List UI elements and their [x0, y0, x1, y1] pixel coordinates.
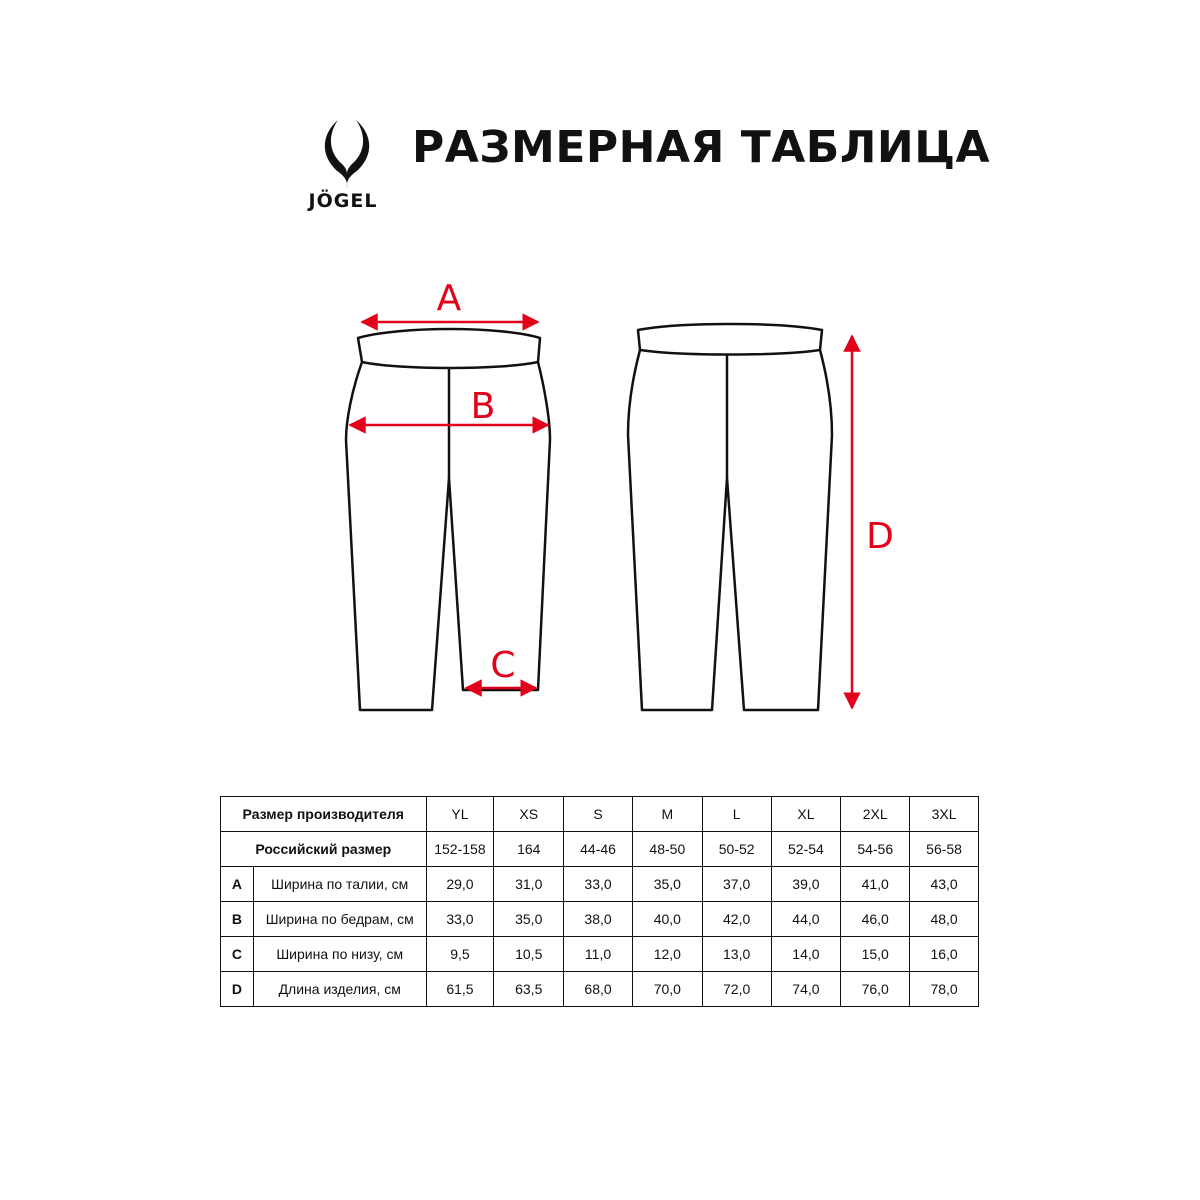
value-cell: 43,0 [910, 867, 979, 902]
row-label: Ширина по талии, см [253, 867, 426, 902]
row-label: Ширина по бедрам, см [253, 902, 426, 937]
value-cell: 10,5 [494, 937, 564, 972]
russian-size-row [221, 832, 979, 867]
row-key: C [221, 937, 254, 972]
value-cell: 33,0 [564, 867, 633, 902]
row-key: B [221, 902, 254, 937]
size-cell: 2XL [841, 797, 910, 832]
measure-c [466, 645, 536, 688]
row-key: A [221, 867, 254, 902]
ru-size-cell: 48-50 [632, 832, 702, 867]
ru-size-cell: 164 [494, 832, 564, 867]
row-key: D [221, 972, 254, 1007]
size-cell: XS [494, 797, 564, 832]
value-cell: 15,0 [841, 937, 910, 972]
size-cell: YL [426, 797, 494, 832]
value-cell: 9,5 [426, 937, 494, 972]
value-cell: 41,0 [841, 867, 910, 902]
value-cell: 14,0 [771, 937, 841, 972]
value-cell: 74,0 [771, 972, 841, 1007]
size-cell: XL [771, 797, 841, 832]
value-cell: 31,0 [494, 867, 564, 902]
value-cell: 70,0 [632, 972, 702, 1007]
measurement-row-a [221, 867, 979, 902]
value-cell: 61,5 [426, 972, 494, 1007]
row-label: Длина изделия, см [253, 972, 426, 1007]
label-a: A [436, 278, 462, 319]
page-title: РАЗМЕРНАЯ ТАБЛИЦА [412, 122, 991, 173]
size-table [220, 796, 979, 1007]
value-cell: 37,0 [702, 867, 771, 902]
value-cell: 48,0 [910, 902, 979, 937]
back-waistband [638, 324, 822, 355]
back-body-outline [628, 350, 832, 710]
value-cell: 33,0 [426, 902, 494, 937]
value-cell: 39,0 [771, 867, 841, 902]
front-waistband [358, 329, 540, 368]
value-cell: 13,0 [702, 937, 771, 972]
value-cell: 16,0 [910, 937, 979, 972]
measure-a [362, 278, 538, 322]
row-label: Ширина по низу, см [253, 937, 426, 972]
value-cell: 11,0 [564, 937, 633, 972]
front-view [346, 329, 550, 710]
value-cell: 42,0 [702, 902, 771, 937]
russian-size-label: Российский размер [221, 832, 427, 867]
label-b: B [470, 386, 496, 427]
ru-size-cell: 54-56 [841, 832, 910, 867]
value-cell: 68,0 [564, 972, 633, 1007]
ru-size-cell: 50-52 [702, 832, 771, 867]
ru-size-cell: 152-158 [426, 832, 494, 867]
value-cell: 29,0 [426, 867, 494, 902]
manufacturer-size-row [221, 797, 979, 832]
ru-size-cell: 56-58 [910, 832, 979, 867]
measurement-row-c [221, 937, 979, 972]
manufacturer-size-label: Размер производителя [221, 797, 427, 832]
value-cell: 72,0 [702, 972, 771, 1007]
value-cell: 76,0 [841, 972, 910, 1007]
value-cell: 38,0 [564, 902, 633, 937]
value-cell: 78,0 [910, 972, 979, 1007]
brand-wordmark: JÖGEL [308, 190, 378, 212]
value-cell: 35,0 [632, 867, 702, 902]
value-cell: 63,5 [494, 972, 564, 1007]
measure-d [852, 336, 894, 708]
size-cell: L [702, 797, 771, 832]
value-cell: 46,0 [841, 902, 910, 937]
measurement-row-b [221, 902, 979, 937]
label-c: C [490, 645, 516, 686]
size-cell: S [564, 797, 633, 832]
back-view [628, 324, 832, 710]
size-cell: M [632, 797, 702, 832]
measurement-row-d [221, 972, 979, 1007]
ru-size-cell: 52-54 [771, 832, 841, 867]
size-cell: 3XL [910, 797, 979, 832]
value-cell: 35,0 [494, 902, 564, 937]
value-cell: 12,0 [632, 937, 702, 972]
ru-size-cell: 44-46 [564, 832, 633, 867]
value-cell: 40,0 [632, 902, 702, 937]
value-cell: 44,0 [771, 902, 841, 937]
label-d: D [866, 516, 894, 557]
